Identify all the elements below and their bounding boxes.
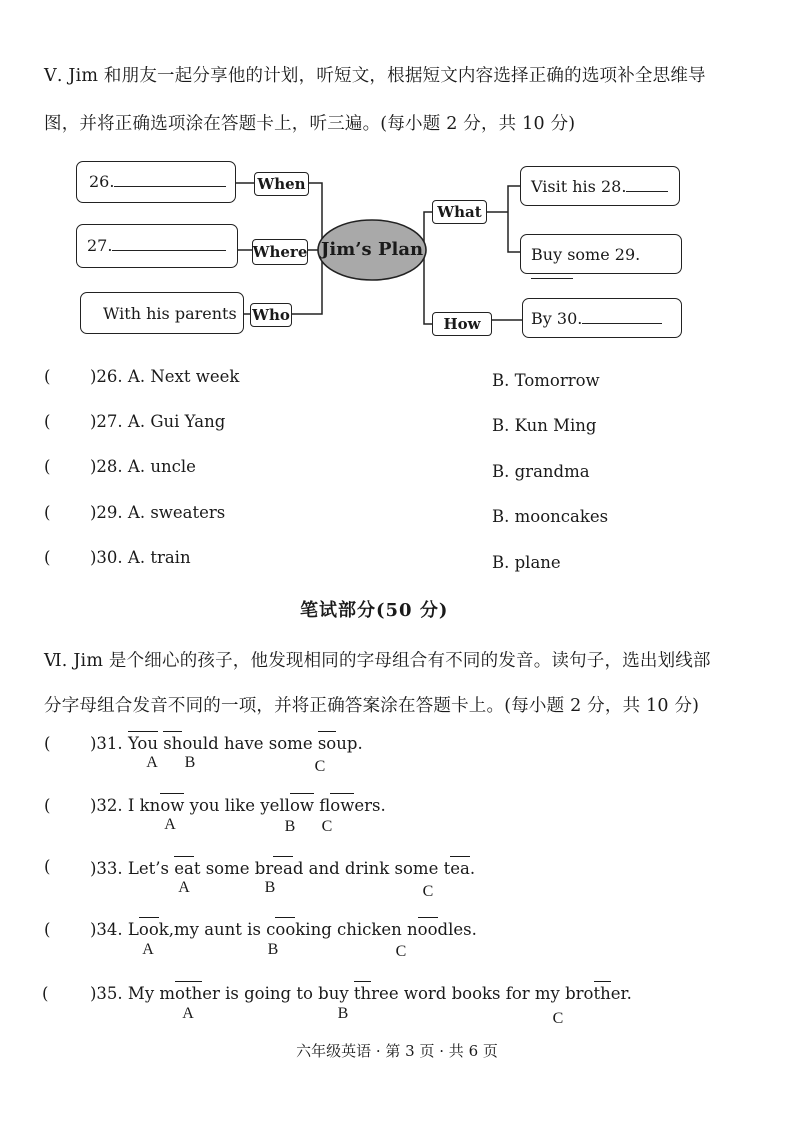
question-32-underline-a: ow bbox=[160, 796, 185, 815]
question-31-underline-b: sh bbox=[163, 734, 183, 753]
question-33 bbox=[90, 859, 475, 878]
answer-box-30 bbox=[522, 298, 682, 338]
question-35 bbox=[90, 984, 632, 1003]
question-32-text: )32. I kn bbox=[90, 796, 161, 815]
question-26: )26. A. Next week bbox=[90, 367, 240, 386]
question-31-text: . bbox=[357, 734, 363, 753]
answer-box-who-label: With his parents bbox=[103, 304, 237, 323]
question-30: )30. A. train bbox=[90, 548, 191, 567]
question-31-text: ould bbox=[182, 734, 219, 753]
option-29-b: B. mooncakes bbox=[492, 507, 609, 526]
answer-box-28-label: Visit his 28. bbox=[531, 177, 627, 196]
answer-box-27-label: 27. bbox=[87, 236, 113, 255]
question-28: )28. A. uncle bbox=[90, 457, 196, 476]
question-27: )27. A. Gui Yang bbox=[90, 412, 226, 431]
letter-31-b: B bbox=[184, 754, 196, 771]
question-31-text: )31. bbox=[90, 734, 128, 753]
question-34-text: )34. L bbox=[90, 920, 139, 939]
paren-34: ( bbox=[44, 920, 51, 939]
question-34-underline-a: oo bbox=[138, 920, 159, 939]
answer-box-who bbox=[80, 292, 244, 334]
question-34-underline-c: oo bbox=[417, 920, 438, 939]
question-32-text: ers. bbox=[354, 796, 386, 815]
label-how: How bbox=[432, 312, 492, 336]
letter-32-b: B bbox=[284, 818, 296, 835]
option-27-b: B. Kun Ming bbox=[492, 416, 597, 435]
question-31 bbox=[90, 734, 363, 753]
answer-box-28 bbox=[520, 166, 680, 206]
question-35-text: )35. My m bbox=[90, 984, 176, 1003]
letter-31-c: C bbox=[314, 758, 326, 775]
paren-32: ( bbox=[44, 796, 51, 815]
question-29: )29. A. sweaters bbox=[90, 503, 226, 522]
question-32-underline-b: ow bbox=[289, 796, 315, 815]
question-33-text: t some br bbox=[193, 859, 274, 878]
option-26-b: B. Tomorrow bbox=[492, 371, 600, 390]
answer-box-26 bbox=[76, 161, 236, 203]
question-33-underline-b: ea bbox=[273, 859, 293, 878]
section5-instruction-line2: 图，并将正确选项涂在答题卡上，听三遍。(每小题 2 分，共 10 分) bbox=[44, 114, 576, 134]
paren-27: ( bbox=[44, 412, 51, 431]
answer-box-30-label: By 30. bbox=[531, 309, 583, 328]
label-what: What bbox=[432, 200, 487, 224]
question-33-underline-a: ea bbox=[174, 859, 194, 878]
letter-35-a: A bbox=[182, 1005, 194, 1022]
answer-blank-28 bbox=[626, 177, 668, 192]
letter-31-a: A bbox=[146, 754, 158, 771]
letter-33-c: C bbox=[422, 883, 434, 900]
question-35-underline-b: th bbox=[353, 984, 372, 1003]
letter-34-c: C bbox=[395, 943, 407, 960]
section6-instruction-line2: 分字母组合发音不同的一项，并将正确答案涂在答题卡上。(每小题 2 分，共 10 分) bbox=[44, 696, 700, 716]
mind-map-center-label: Jim’s Plan bbox=[320, 239, 424, 260]
question-32-text: fl bbox=[314, 796, 331, 815]
question-31-underline-a: You bbox=[127, 734, 158, 753]
answer-box-27 bbox=[76, 224, 238, 268]
label-where: Where bbox=[252, 239, 308, 265]
letter-32-a: A bbox=[164, 816, 176, 833]
question-35-underline-c: th bbox=[593, 984, 611, 1003]
answer-blank-26 bbox=[114, 172, 226, 187]
question-34 bbox=[90, 920, 477, 939]
label-when: When bbox=[254, 172, 309, 196]
paren-30: ( bbox=[44, 548, 51, 567]
option-30-b: B. plane bbox=[492, 553, 561, 572]
question-33-text: )33. Let’s bbox=[90, 859, 175, 878]
question-31-underline-c: so bbox=[317, 734, 337, 753]
letter-33-b: B bbox=[264, 879, 276, 896]
answer-box-29 bbox=[520, 234, 682, 274]
question-35-underline-a: oth bbox=[175, 984, 203, 1003]
answer-blank-29 bbox=[531, 264, 573, 279]
question-32-underline-c: ow bbox=[330, 796, 355, 815]
question-32 bbox=[90, 796, 386, 815]
letter-35-c: C bbox=[552, 1010, 564, 1027]
question-31-text: have some bbox=[218, 734, 318, 753]
question-32-text: you like yell bbox=[184, 796, 290, 815]
question-35-text: er is going to buy bbox=[202, 984, 354, 1003]
letter-33-a: A bbox=[178, 879, 190, 896]
letter-35-b: B bbox=[337, 1005, 349, 1022]
section5-instruction-line1: Ⅴ. Jim 和朋友一起分享他的计划，听短文，根据短文内容选择正确的选项补全思维导 bbox=[44, 66, 706, 86]
paren-31: ( bbox=[44, 734, 51, 753]
answer-blank-30 bbox=[582, 309, 662, 324]
question-35-text: ree word books for my bro bbox=[371, 984, 594, 1003]
letter-34-a: A bbox=[142, 941, 154, 958]
letter-32-c: C bbox=[321, 818, 333, 835]
paren-29: ( bbox=[44, 503, 51, 522]
option-28-b: B. grandma bbox=[492, 462, 590, 481]
answer-box-29-label: Buy some 29. bbox=[531, 245, 641, 264]
paren-28: ( bbox=[44, 457, 51, 476]
question-34-underline-b: oo bbox=[275, 920, 296, 939]
section6-instruction-line1: Ⅵ. Jim 是个细心的孩子，他发现相同的字母组合有不同的发音。读句子，选出划线部 bbox=[44, 651, 711, 671]
paren-33: ( bbox=[44, 857, 51, 876]
question-34-text: king chicken n bbox=[295, 920, 418, 939]
question-33-underline-c: ea bbox=[450, 859, 470, 878]
answer-blank-27 bbox=[112, 236, 226, 251]
label-who: Who bbox=[250, 303, 292, 327]
paren-35: ( bbox=[42, 984, 49, 1003]
written-section-title: 笔试部分(50 分) bbox=[300, 600, 449, 621]
question-33-text: . bbox=[469, 859, 476, 878]
question-33-text: d and drink some t bbox=[292, 859, 451, 878]
question-31-text: up bbox=[336, 734, 358, 753]
question-34-text: dles. bbox=[437, 920, 477, 939]
question-34-text: k,my aunt is c bbox=[158, 920, 276, 939]
paren-26: ( bbox=[44, 367, 51, 386]
page-footer: 六年级英语 · 第 3 页 · 共 6 页 bbox=[296, 1042, 498, 1060]
question-35-text: er. bbox=[610, 984, 632, 1003]
letter-34-b: B bbox=[267, 941, 279, 958]
answer-box-26-label: 26. bbox=[89, 172, 115, 191]
